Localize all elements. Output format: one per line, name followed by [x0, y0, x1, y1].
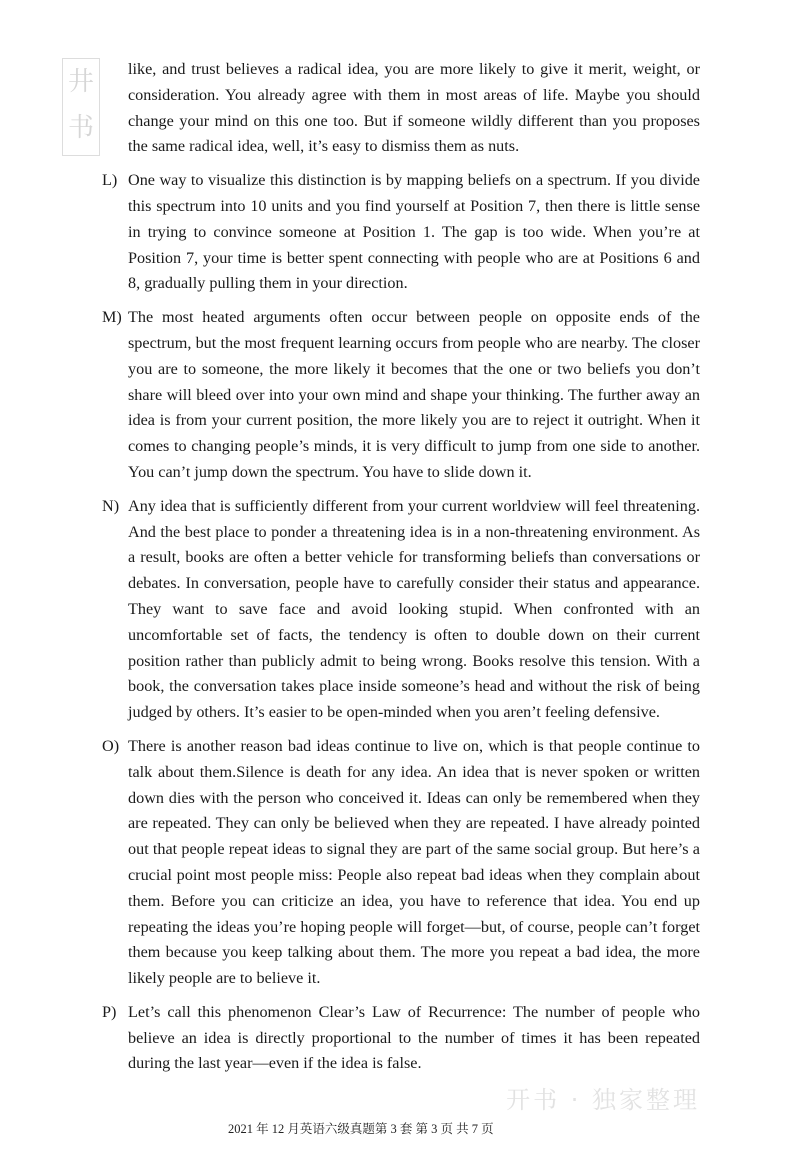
watermark-logo: 井 书: [62, 58, 100, 156]
document-body: [102, 0, 700, 1137]
watermark-row: [128, 1085, 700, 1115]
paragraph-label: L): [102, 171, 118, 190]
watermark-text: 开书 · 独家整理: [506, 1086, 700, 1115]
paragraph-label: O): [102, 736, 120, 755]
paragraph-text: Any idea that is sufficiently different from your current worldview will feel threatening. And the best place to ponder a threatening idea is in a non-threatening environment. As a result, books are often a better vehicle for transforming beliefs than conversations or debates. In conversation, people have to carefully consider their status and appearance. They want to save face and avoid looking stupid. When confronted with an uncomfortable set of facts, the tendency is often to double down on their current position rather than publicly admit to being wrong. Books resolve this tension. With a book, the conversation takes place inside someone’s head and without the risk of being judged by others. It’s easier to be open-minded when you aren’t feeling defensive.: [128, 496, 700, 722]
paragraph-label: P): [102, 1002, 117, 1021]
paragraph-text: like, and trust believes a radical idea, you are more likely to give it merit, weight, or consideration. You already agree with them in most areas of life. Maybe you should change your mind on this one too. But if someone wildly different than you proposes the same radical idea, well, it’s easy to dismiss them as nuts.: [128, 60, 700, 156]
paragraph-p: [102, 1000, 700, 1077]
page-footer: 2021 年 12 月英语六级真题第 3 套 第 3 页 共 7 页: [228, 1122, 494, 1137]
paragraph-l: [102, 168, 700, 297]
paragraph-m: [102, 305, 700, 486]
paragraph-text: Let’s call this phenomenon Clear’s Law of Recurrence: The number of people who believe an idea is directly proportional to the number of times it has been repeated during the last year—even if the idea is false.: [128, 1002, 700, 1073]
paragraph-n: [102, 494, 700, 726]
paragraph-label: N): [102, 496, 120, 515]
paragraph-text: There is another reason bad ideas continue to live on, which is that people continue to talk about them.Silence is death for any idea. An idea that is never spoken or written down dies with the person who conceived it. Ideas can only be remembered when they are repeated. They can only be believed when they are repeated. I have already pointed out that people repeat ideas to signal they are part of the same social group. But here’s a crucial point most people miss: People also repeat bad ideas when they complain about them. Before you can criticize an idea, you have to reference that idea. You end up repeating the ideas you’re hoping people will forget—but, of course, people can’t forget them because you keep talking about them. The more you repeat a bad idea, the more likely people are to believe it.: [128, 736, 700, 988]
paragraph-text: The most heated arguments often occur between people on opposite ends of the spectrum, but the most frequent learning occurs from people who are nearby. The closer you are to someone, the more likely it becomes that the one or two beliefs you don’t share will bleed over into your own mind and shape your thinking. The further away an idea is from your current position, the more likely you are to reject it outright. When it comes to changing people’s minds, it is very difficult to jump from one side to another. You can’t jump down the spectrum. You have to slide down it.: [128, 308, 700, 481]
paragraph-o: [102, 734, 700, 992]
paragraph-label: M): [102, 308, 122, 327]
paragraph-text: One way to visualize this distinction is by mapping beliefs on a spectrum. If you divide this spectrum into 10 units and you find yourself at Position 7, then there is little sense in trying to convince someone at Position 1. The gap is too wide. When you’re at Position 7, your time is better spent connecting with people who are at Positions 6 and 8, gradually pulling them in your direction.: [128, 171, 700, 293]
paragraph-k-continued: [128, 57, 700, 160]
